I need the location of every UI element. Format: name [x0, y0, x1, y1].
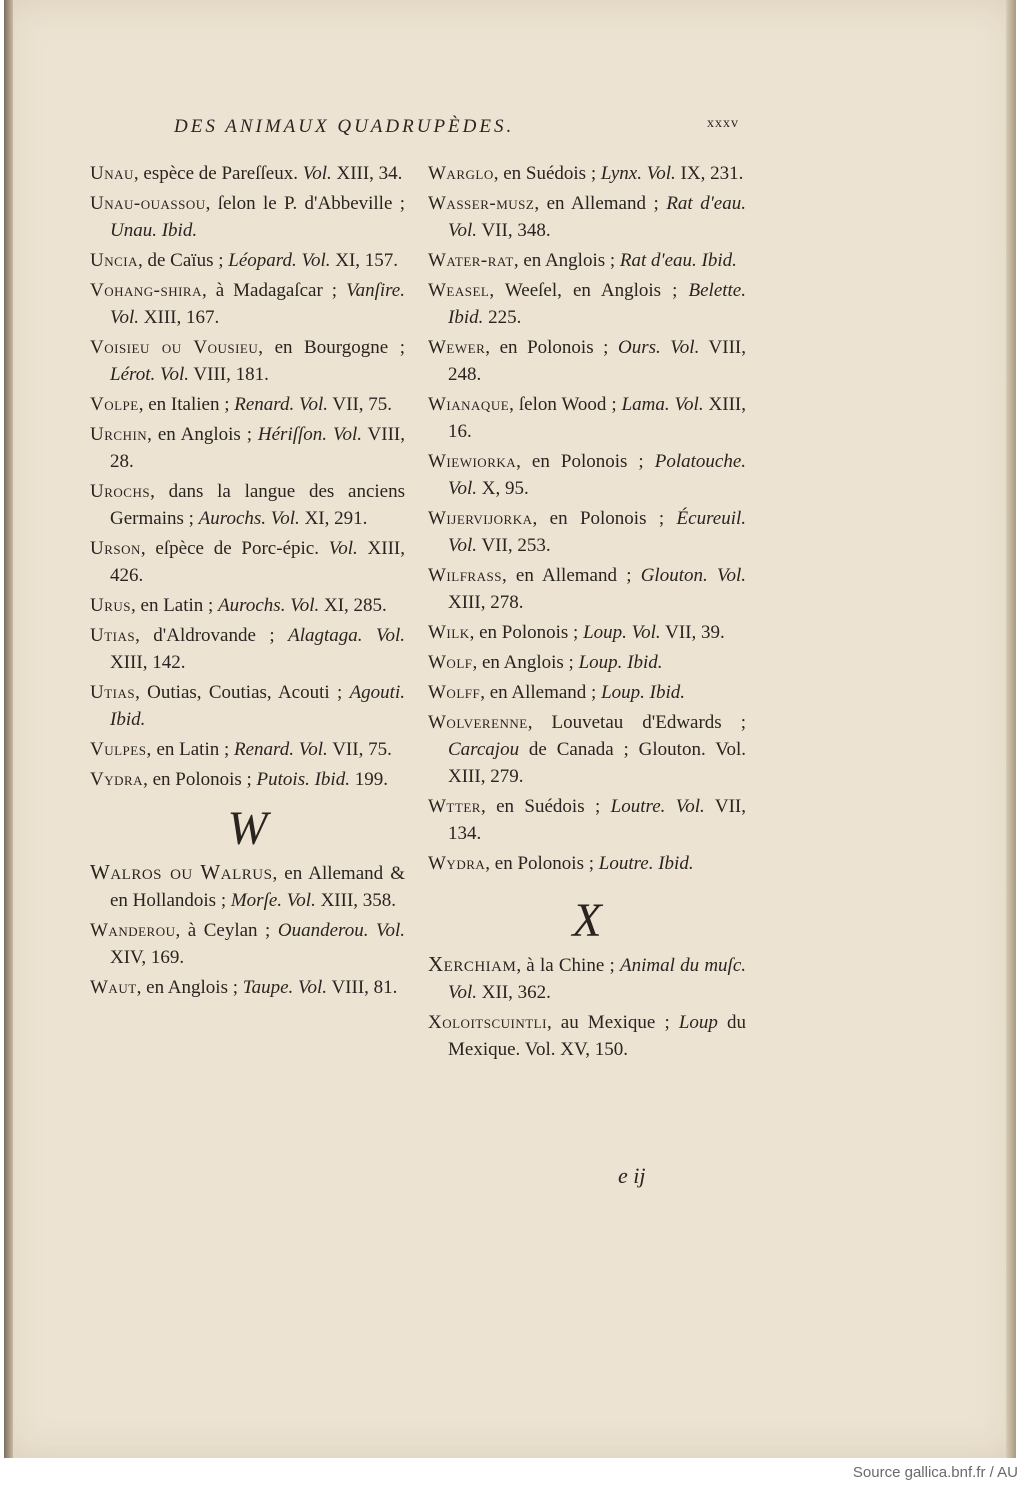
entry-reference: Alagtaga. Vol.: [288, 625, 405, 646]
entry-reference: Ouanderou. Vol.: [277, 920, 406, 941]
index-entry: [90, 160, 405, 187]
entry-reference: Loutre. Ibid.: [598, 853, 694, 874]
index-entry: [90, 974, 405, 1001]
entry-text: , en Italien ;: [138, 394, 235, 415]
entry-text: , en Anglois ;: [147, 424, 258, 445]
entry-text: , eſpèce de Porc-épic.: [140, 538, 329, 559]
index-entry: [90, 592, 405, 619]
entry-reference: Vol.: [302, 163, 332, 184]
signature-mark: e ij: [618, 1163, 646, 1188]
entry-headword: Vohang-shira: [90, 280, 202, 301]
entry-reference: Aurochs. Vol.: [218, 595, 320, 616]
entry-headword: Wanderou: [90, 920, 176, 941]
entry-reference: Renard. Vol.: [234, 739, 328, 760]
entry-reference: Rat d'eau. Vol.: [448, 193, 746, 241]
entry-headword: Urson: [90, 538, 141, 559]
entry-text: , à Madagaſcar ;: [202, 280, 347, 301]
entry-headword: Xerchiam: [428, 952, 517, 976]
section-letter-x: X: [572, 894, 602, 947]
entry-volume: XIII, 426.: [110, 538, 406, 586]
entry-text: , Outias, Coutias, Acouti ;: [135, 682, 350, 703]
entry-volume: de Canada ; Glouton. Vol. XIII, 279.: [448, 739, 746, 787]
index-entry: [90, 247, 405, 274]
index-entry: [428, 1009, 746, 1063]
index-entry: [90, 190, 405, 244]
entry-text: , en Suédois ;: [480, 796, 611, 817]
right-entry-list: [428, 160, 746, 877]
entry-reference: Belette. Ibid.: [448, 280, 746, 328]
index-entry: [90, 277, 405, 331]
entry-headword: Waut: [90, 977, 137, 998]
entry-headword: Wilfrass: [428, 565, 502, 586]
entry-text: en Latin ;: [151, 739, 235, 760]
index-entry: [428, 619, 746, 646]
index-entry: [428, 391, 746, 445]
entry-reference: Lynx. Vol.: [600, 163, 676, 184]
entry-volume: du Mexique. Vol. XV, 150.: [448, 1012, 746, 1060]
entry-headword: Vulpes,: [90, 739, 152, 760]
entry-text: , en Bourgogne ;: [258, 337, 405, 358]
entry-reference: Loup. Vol.: [583, 622, 661, 643]
source-credit: Source gallica.bnf.fr / AU: [852, 1464, 1018, 1481]
entry-volume: VIII, 248.: [448, 337, 747, 385]
entry-volume: XIII, 142.: [110, 652, 186, 673]
entry-text: , en Suédois ;: [493, 163, 601, 184]
entry-text: , en Latin ;: [131, 595, 219, 616]
entry-headword: Wilk: [428, 622, 470, 643]
index-entry: [428, 850, 746, 877]
index-entry: [90, 859, 405, 914]
entry-reference: Écureuil. Vol.: [448, 508, 746, 556]
entry-text: , à Ceylan ;: [175, 920, 278, 941]
index-entry: [428, 505, 746, 559]
entry-text: , en Polonois ;: [532, 508, 677, 529]
entry-text: , d'Aldrovande ;: [135, 625, 289, 646]
entry-headword: Wolverenne: [428, 712, 528, 733]
entry-text: , en Anglois ;: [136, 977, 243, 998]
entry-text: , en Polonois ;: [485, 853, 599, 874]
index-entry: [428, 448, 746, 502]
entry-volume: VII, 348.: [477, 220, 551, 241]
index-entry: [428, 562, 746, 616]
entry-headword: Vydra: [90, 769, 144, 790]
entry-headword: Wolff: [428, 682, 481, 703]
entry-text: , en Anglois ;: [513, 250, 620, 271]
page-left-edge: [4, 0, 13, 1458]
entry-headword: Wasser-musz: [428, 193, 535, 214]
entry-text: , au Mexique ;: [546, 1012, 679, 1033]
section-letter-w: W: [227, 802, 268, 855]
entry-reference: Loup. Ibid.: [578, 652, 663, 673]
index-entry: [90, 478, 405, 532]
entry-headword: Volpe: [90, 394, 139, 415]
entry-text: , de Caïus ;: [138, 250, 229, 271]
entry-volume: 199.: [349, 769, 388, 790]
entry-reference: Putois. Ibid.: [256, 769, 350, 790]
entry-text: , Weeſel, en Anglois ;: [489, 280, 689, 301]
entry-reference: Loup. Ibid.: [601, 682, 686, 703]
entry-headword: Uncia: [90, 250, 138, 271]
entry-headword: Voisieu ou Vousieu: [90, 337, 259, 358]
index-entry: [428, 277, 746, 331]
entry-volume: XIII, 278.: [448, 592, 524, 613]
entry-text: , à la Chine ;: [516, 955, 620, 976]
entry-volume: 225.: [483, 307, 522, 328]
index-entry: [90, 766, 405, 793]
entry-volume: X, 95.: [477, 478, 529, 499]
entry-text: , en Polonois ;: [143, 769, 257, 790]
entry-headword: Water-rat: [428, 250, 514, 271]
entry-reference: Glouton. Vol.: [640, 565, 746, 586]
entry-volume: VII, 134.: [448, 796, 746, 844]
index-entry: [428, 679, 746, 706]
entry-reference: Vanſire. Vol.: [110, 280, 405, 328]
entry-reference: Vol.: [328, 538, 358, 559]
entry-volume: XIII, 167.: [139, 307, 220, 328]
index-entry: [90, 622, 405, 676]
left-entry-list: [90, 160, 405, 793]
entry-text: , en Allemand & en Hollandois ;: [110, 863, 405, 911]
entry-reference: Loutre. Vol.: [610, 796, 705, 817]
entry-headword: Wtter: [428, 796, 481, 817]
entry-headword: Wewer: [428, 337, 486, 358]
page-number: xxxv: [707, 116, 739, 131]
entry-reference: Lama. Vol.: [621, 394, 704, 415]
entry-volume: VIII, 181.: [189, 364, 269, 385]
entry-reference: Ours. Vol.: [617, 337, 700, 358]
index-entry: [428, 649, 746, 676]
left-column: [90, 160, 405, 1004]
entry-reference: Polatouche. Vol.: [448, 451, 746, 499]
entry-volume: VII, 39.: [660, 622, 725, 643]
entry-headword: Unau: [90, 163, 134, 184]
entry-reference: Loup: [678, 1012, 718, 1033]
entry-reference: Aurochs. Vol.: [198, 508, 300, 529]
entry-headword: Urochs: [90, 481, 151, 502]
entry-volume: XII, 362.: [477, 982, 551, 1003]
entry-volume: XIII, 16.: [448, 394, 746, 442]
entry-volume: VII, 75.: [328, 394, 393, 415]
index-entry: [90, 736, 405, 763]
entry-text: , ſelon le P. d'Abbeville ;: [205, 193, 405, 214]
index-entry: [90, 334, 405, 388]
entry-headword: Urchin: [90, 424, 148, 445]
index-entry: [90, 535, 405, 589]
entry-volume: VII, 253.: [477, 535, 551, 556]
left-w-entry-list: [90, 859, 405, 1001]
entry-text: , en Allemand ;: [534, 193, 667, 214]
entry-headword: Urus: [90, 595, 132, 616]
index-entry: [90, 391, 405, 418]
entry-headword: Warglo: [428, 163, 494, 184]
entry-reference: Carcajou: [448, 739, 520, 760]
entry-headword: Unau-ouassou: [90, 193, 206, 214]
entry-text: , dans la langue des anciens Germains ;: [110, 481, 405, 529]
entry-volume: XI, 285.: [319, 595, 387, 616]
entry-headword: Walros ou Walrus: [90, 860, 273, 884]
index-entry: [90, 917, 405, 971]
index-entry: [428, 793, 746, 847]
book-page: [4, 0, 1016, 1458]
entry-reference: Morſe. Vol.: [230, 890, 316, 911]
running-head: [174, 116, 739, 138]
entry-volume: VIII, 81.: [327, 977, 398, 998]
entry-headword: Wijervijorka: [428, 508, 533, 529]
index-entry: [90, 421, 405, 475]
entry-text: , en Anglois ;: [472, 652, 579, 673]
index-entry: [428, 190, 746, 244]
index-entry: [90, 679, 405, 733]
entry-text: , espèce de Pareſſeux.: [133, 163, 303, 184]
entry-reference: Unau. Ibid.: [110, 220, 198, 241]
entry-reference: Lérot. Vol.: [110, 364, 189, 385]
entry-volume: XIII, 358.: [315, 890, 397, 911]
entry-reference: Taupe. Vol.: [242, 977, 328, 998]
entry-headword: Wiewiorka: [428, 451, 517, 472]
entry-reference: Animal du muſc. Vol.: [448, 955, 747, 1003]
entry-headword: Wydra: [428, 853, 486, 874]
entry-reference: Rat d'eau. Ibid.: [619, 250, 737, 271]
entry-text: , en Allemand ;: [501, 565, 641, 586]
entry-volume: IX, 231.: [675, 163, 744, 184]
entry-text: , en Polonois ;: [469, 622, 584, 643]
entry-reference: Hériſſon. Vol.: [257, 424, 362, 445]
entry-volume: XIII, 34.: [331, 163, 403, 184]
entry-reference: Renard. Vol.: [234, 394, 328, 415]
index-entry: [428, 160, 746, 187]
entry-volume: XI, 157.: [330, 250, 399, 271]
entry-text: , Louvetau d'Edwards ;: [527, 712, 746, 733]
entry-headword: Utias: [90, 682, 136, 703]
entry-headword: Wianaque: [428, 394, 510, 415]
entry-reference: Léopard. Vol.: [228, 250, 331, 271]
index-entry: [428, 247, 746, 274]
entry-text: , ſelon Wood ;: [509, 394, 622, 415]
entry-text: , en Allemand ;: [480, 682, 602, 703]
entry-volume: VII, 75.: [327, 739, 392, 760]
running-head-title: DES ANIMAUX QUADRUPÈDES.: [174, 116, 515, 137]
right-x-entry-list: [428, 951, 746, 1063]
entry-volume: XIV, 169.: [110, 947, 185, 968]
entry-headword: Wolf: [428, 652, 473, 673]
entry-reference: Agouti. Ibid.: [110, 682, 405, 730]
entry-volume: VIII, 28.: [110, 424, 406, 472]
entry-headword: Weasel: [428, 280, 490, 301]
index-entry: [428, 709, 746, 790]
right-column: [428, 160, 746, 1066]
entry-text: , en Polonois ;: [516, 451, 655, 472]
entry-text: , en Polonois ;: [485, 337, 618, 358]
entry-volume: XI, 291.: [299, 508, 368, 529]
entry-headword: Utias: [90, 625, 136, 646]
page-right-edge: [1006, 0, 1016, 1458]
index-entry: [428, 334, 746, 388]
entry-headword: Xoloitscuintli: [428, 1012, 547, 1033]
index-entry: [428, 951, 746, 1006]
